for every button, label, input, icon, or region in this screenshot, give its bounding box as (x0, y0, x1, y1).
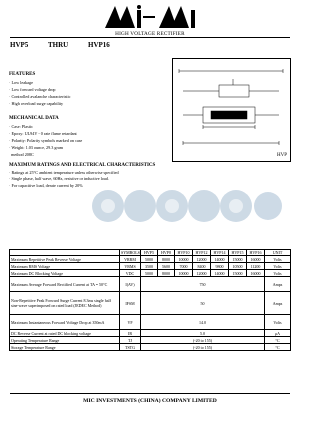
row-symbol: VRMS (120, 263, 141, 270)
row-label: Maximum RMS Voltage (10, 263, 120, 270)
row-merged-value: 5.0 (141, 330, 265, 337)
part-to: HVP16 (88, 41, 110, 49)
table-row (10, 270, 291, 277)
mechanical-item: · Weight: 1.03 ounce, 29.3 gram (9, 145, 64, 150)
row-value: 14000 (211, 256, 229, 263)
table-row (10, 263, 291, 270)
row-value: 8000 (158, 270, 175, 277)
row-value: 10000 (175, 256, 193, 263)
table-row (10, 292, 291, 315)
table-row (10, 256, 291, 263)
features-title: FEATURES (9, 72, 36, 77)
table-header-cell: HVP15 (229, 250, 247, 256)
row-label: Non-Repetitive Peak Forward Surge Current 8.3ms single half sine-wave superimposed on rated load (JEDEC Method) (10, 292, 120, 315)
package-drawing (173, 59, 290, 161)
company-name: MIC INVESTMENTS (CHINA) COMPANY LIMITED (83, 398, 217, 404)
row-symbol: TSTG (120, 344, 141, 351)
table-header-cell: HVP8 (158, 250, 175, 256)
part-thru: THRU (48, 41, 69, 49)
row-merged-value: 14.0 (141, 315, 265, 330)
row-value: 5600 (158, 263, 175, 270)
features-list (9, 79, 71, 107)
row-symbol: TJ (120, 337, 141, 344)
ratings-title: MAXIMUM RATINGS AND ELECTRICAL CHARACTERISTICS (9, 163, 156, 168)
row-merged-value: (-20 to 155) (141, 344, 265, 351)
row-unit: Volts (265, 315, 291, 330)
row-unit: Amps (265, 277, 291, 292)
row-symbol: VRRM (120, 256, 141, 263)
row-label: Maximum DC Blocking Voltage (10, 270, 120, 277)
rating-note: · Single phase, half wave, 60Hz, resistive or inductive load. (9, 176, 109, 182)
row-symbol: I(AV) (120, 277, 141, 292)
part-from: HVP5 (10, 41, 29, 49)
row-label: Operating Temperature Range (10, 337, 120, 344)
feature-item: · High overload surge capability (9, 101, 64, 106)
row-unit: Volts (265, 256, 291, 263)
row-symbol: IFSM (120, 292, 141, 315)
mechanical-list (9, 123, 82, 158)
row-merged-value: (-20 to 155) (141, 337, 265, 344)
feature-item: · Controlled avalanche characteristic (9, 94, 71, 99)
row-merged-value: 750 (141, 277, 265, 292)
feature-item: · Low forward voltage drop (9, 87, 56, 92)
mechanical-item: method 208C (11, 152, 34, 157)
table-row (10, 330, 291, 337)
row-value: 12000 (193, 256, 211, 263)
table-row (10, 315, 291, 330)
row-value: 8000 (158, 256, 175, 263)
mechanical-item: · Polarity: Polarity symbols marked on case (9, 138, 83, 143)
table-header-cell: HVP14 (211, 250, 229, 256)
row-symbol: VDC (120, 270, 141, 277)
diagram-label: HVP (276, 153, 287, 158)
feature-item: · Low leakage (9, 80, 33, 85)
document-subtitle: HIGH VOLTAGE RECTIFIER (115, 31, 185, 37)
row-unit: °C (265, 344, 291, 351)
row-value: 7000 (175, 263, 193, 270)
row-unit: Volts (265, 270, 291, 277)
table-header-cell: HVP10 (175, 250, 193, 256)
rating-note: · For capacitive load, derate current by 20% (9, 182, 83, 188)
row-value: 10500 (229, 263, 247, 270)
package-diagram (172, 58, 291, 162)
company-logo (103, 4, 197, 30)
table-header-cell: HVP5 (141, 250, 158, 256)
row-label: Storage Temperature Range (10, 344, 120, 351)
table-row (10, 344, 291, 351)
watermark-logo (88, 180, 288, 235)
row-value: 12000 (193, 270, 211, 277)
row-label: DC Reverse Current at rated DC blocking voltage (10, 330, 120, 337)
mechanical-item: · Epoxy: UL94V - 0 rate flame retardant (9, 131, 77, 136)
row-unit: °C (265, 337, 291, 344)
row-unit: Amps (265, 292, 291, 315)
table-header-cell: HVP12 (193, 250, 211, 256)
row-symbol: IR (120, 330, 141, 337)
row-value: 5000 (141, 256, 158, 263)
row-value: 9800 (211, 263, 229, 270)
table-header-cell: SYMBOLS (121, 250, 140, 255)
rating-note: · Ratings at 25°C ambient temperature unless otherwise specified (9, 170, 119, 175)
specs-table (9, 249, 291, 351)
row-value: 5000 (141, 270, 158, 277)
header-divider (10, 37, 290, 38)
table-header-cell: HVP16 (247, 250, 265, 256)
row-value: 3500 (141, 263, 158, 270)
row-unit: Volts (265, 263, 291, 270)
footer-divider (10, 393, 290, 394)
row-value: 15000 (229, 270, 247, 277)
row-value: 10000 (175, 270, 193, 277)
row-label: Maximum Average Forward Rectified Current at TA = 50°C (10, 277, 120, 292)
row-unit: μA (265, 330, 291, 337)
row-value: 15000 (229, 256, 247, 263)
table-body (10, 256, 291, 351)
row-value: 16000 (247, 270, 265, 277)
table-header-cell: UNIT (265, 250, 291, 256)
row-label: Maximum Instantaneous Forward Voltage Drop at 350mA (10, 315, 120, 330)
mechanical-title: MECHANICAL DATA (9, 116, 59, 121)
row-value: 11200 (247, 263, 265, 270)
row-value: 16000 (247, 256, 265, 263)
table-row (10, 277, 291, 292)
mechanical-item: · Case: Plastic (9, 124, 33, 129)
row-label: Maximum Repetitive Peak Reverse Voltage (10, 256, 120, 263)
table-row (10, 337, 291, 344)
row-value: 8400 (193, 263, 211, 270)
row-merged-value: 50 (141, 292, 265, 315)
row-value: 14000 (211, 270, 229, 277)
row-symbol: VF (120, 315, 141, 330)
